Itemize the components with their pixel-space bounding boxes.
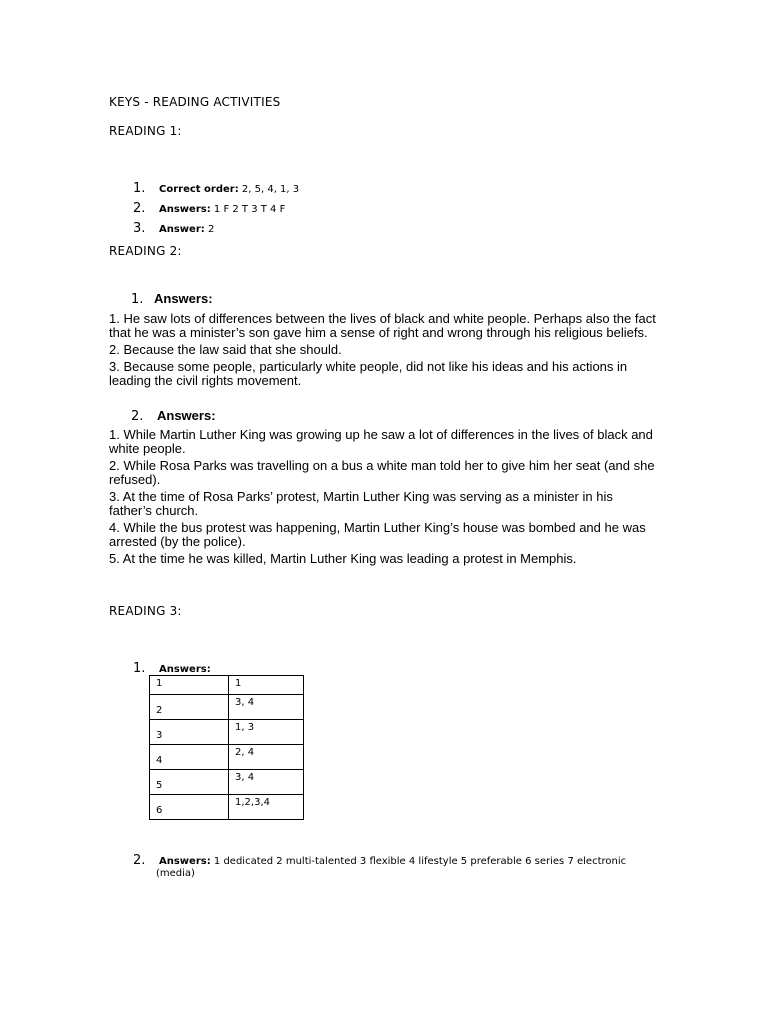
reading-2-part-1-answer-1: 1. He saw lots of differences between the lives of black and white people. Perhaps also the fact that he was a minister’s son gave him a sense of right and wrong through his religious beliefs.	[109, 311, 656, 340]
table-cell: 4	[150, 745, 229, 770]
reading-1-heading: READING 1:	[109, 124, 182, 138]
table-row	[150, 795, 304, 820]
reading-2-part-2-answer-1: 1. While Martin Luther King was growing up he saw a lot of differences in the lives of black and white people.	[109, 427, 653, 456]
table-cell: 5	[150, 770, 229, 795]
reading-3-heading: READING 3:	[109, 604, 182, 618]
table-row	[150, 676, 304, 695]
table-cell: 2	[150, 695, 229, 720]
reading-2-part-2-answer-4: 4. While the bus protest was happening, Martin Luther King’s house was bombed and he was arrested (by the police).	[109, 520, 646, 549]
page-title: KEYS - READING ACTIVITIES	[109, 95, 281, 109]
table-cell: 3, 4	[229, 770, 304, 795]
table-cell: 1	[229, 676, 304, 695]
table-row	[150, 770, 304, 795]
list-number: 2.	[133, 853, 146, 868]
table-row	[150, 695, 304, 720]
answers-value: 1 dedicated 2 multi-talented 3 flexible 4 lifestyle 5 preferable 6 series 7 electronic	[210, 856, 627, 867]
reading-2-part-2-answer-5: 5. At the time he was killed, Martin Luther King was leading a protest in Memphis.	[109, 551, 577, 566]
table-cell: 6	[150, 795, 229, 820]
answers-label: Answers:	[159, 664, 211, 675]
list-number: 1.	[131, 292, 144, 307]
list-number: 1.	[133, 181, 146, 196]
reading-1-item-2	[133, 197, 285, 216]
table-row	[150, 720, 304, 745]
reading-2-part-1-answer-3: 3. Because some people, particularly white people, did not like his ideas and his actions in leading the civil rights movement.	[109, 359, 628, 388]
reading-3-part-1-header	[133, 657, 211, 676]
list-number: 3.	[133, 221, 146, 236]
reading-3-part-2-continued: (media)	[156, 868, 195, 879]
answers-label: Answers:	[157, 408, 216, 423]
reading-2-part-1-header	[131, 288, 213, 307]
table-cell: 1	[150, 676, 229, 695]
table-row	[150, 745, 304, 770]
reading-2-part-1-answer-2: 2. Because the law said that she should.	[109, 342, 342, 357]
table-cell: 2, 4	[229, 745, 304, 770]
table-cell: 3	[150, 720, 229, 745]
item-label: Answers:	[159, 204, 211, 215]
item-label: Answer:	[159, 224, 205, 235]
answers-table	[149, 675, 304, 820]
reading-2-part-2-header	[131, 405, 216, 424]
reading-1-item-3	[133, 217, 214, 236]
item-value: 2, 5, 4, 1, 3	[238, 184, 300, 195]
list-number: 2.	[133, 201, 146, 216]
reading-2-heading: READING 2:	[109, 244, 182, 258]
table-cell: 1, 3	[229, 720, 304, 745]
table-cell: 1,2,3,4	[229, 795, 304, 820]
answers-label: Answers:	[154, 291, 213, 306]
list-number: 2.	[131, 409, 144, 424]
item-label: Correct order:	[159, 184, 239, 195]
item-value: 1 F 2 T 3 T 4 F	[210, 204, 286, 215]
list-number: 1.	[133, 661, 146, 676]
table-cell: 3, 4	[229, 695, 304, 720]
reading-2-part-2-answer-2: 2. While Rosa Parks was travelling on a bus a white man told her to give him her seat (and she refused).	[109, 458, 655, 487]
item-value: 2	[204, 224, 215, 235]
reading-3-part-2	[133, 849, 626, 868]
reading-1-item-1	[133, 177, 299, 196]
reading-2-part-2-answer-3: 3. At the time of Rosa Parks’ protest, Martin Luther King was serving as a minister in his father’s church.	[109, 489, 613, 518]
answers-label: Answers:	[159, 856, 211, 867]
